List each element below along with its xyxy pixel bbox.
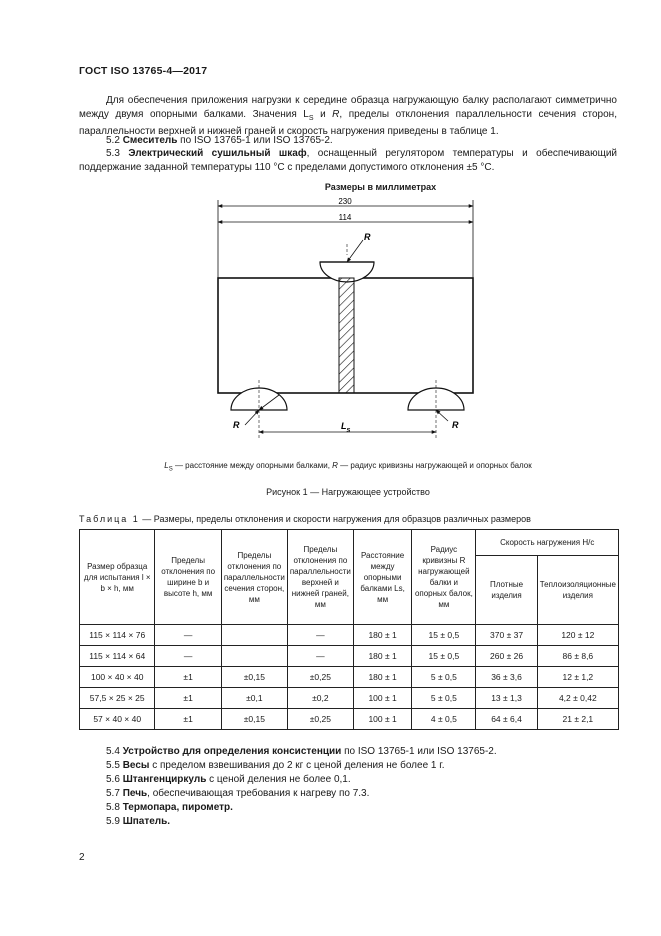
table-row: 57,5 × 25 × 25 ±1 ±0,1 ±0,2 100 ± 1 5 ± 0,5 13 ± 1,3 4,2 ± 0,42 xyxy=(80,688,619,709)
page-number: 2 xyxy=(79,852,85,863)
item-5-5: 5.5 Весы с пределом взвешивания до 2 кг с ценой деления не более 1 г. xyxy=(106,760,445,771)
item-5-9: 5.9 Шпатель. xyxy=(106,816,171,827)
paragraph-loading-setup: Для обеспечения приложения нагрузки к середине образца нагружающую балку располагают симметрично между двумя опорными балками. Значения $L_S$ и R, пределы отклонения параллельности сечения сторон, параллельности верхней и нижней граней и скорость нагружения приведены в таблице 1. xyxy=(79,95,617,137)
item-5-6: 5.6 Штангенциркуль с ценой деления не более 0,1. xyxy=(106,774,351,785)
dim-114-label: 114 xyxy=(338,213,352,222)
table-row: 100 × 40 × 40 ±1 ±0,15 ±0,25 180 ± 1 5 ± 0,5 36 ± 3,6 12 ± 1,2 xyxy=(80,667,619,688)
item-5-7: 5.7 Печь, обеспечивающая требования к нагреву по 7.3. xyxy=(106,788,370,799)
label-r-top: R xyxy=(364,232,371,242)
table-row: 115 × 114 × 76 — — 180 ± 1 15 ± 0,5 370 ± 37 120 ± 12 xyxy=(80,625,619,646)
table-title: Таблица 1 — Размеры, пределы отклонения и скорости нагружения для образцов различных размеров xyxy=(79,514,531,524)
figure-caption: $L_S$ — расстояние между опорными балками, R — радиус кривизны нагружающей и опорных балок xyxy=(164,461,532,473)
hatched-section xyxy=(339,278,354,393)
item-5-4: 5.4 Устройство для определения консистенции по ISO 13765-1 или ISO 13765-2. xyxy=(106,746,497,757)
col-header-ls: Расстояние между опорными балками Ls, мм xyxy=(353,530,411,625)
col-header-dense: Плотные изделия xyxy=(476,556,537,625)
dimensions-table xyxy=(79,529,619,730)
item-5-3: 5.3 Электрический сушильный шкаф, оснащенный регулятором температуры и обеспечивающий поддержание заданной температуры 110 °С с пределами допустимого отклонения ±5 °С. xyxy=(79,148,618,173)
dim-230-label: 230 xyxy=(338,197,352,206)
col-header-radius: Радиус кривизны R нагружающей балки и опорных балок, мм xyxy=(412,530,476,625)
col-header-parallel-sides: Пределы отклонения по параллельности сечения сторон, мм xyxy=(221,530,287,625)
col-header-insulating: Теплоизоляционные изделия xyxy=(537,556,618,625)
col-header-loading-rate: Скорость нагружения Н/с xyxy=(476,530,619,556)
item-5-8: 5.8 Термопара, пирометр. xyxy=(106,802,233,813)
label-r-left: R xyxy=(233,420,240,430)
dimensions-note: Размеры в миллиметрах xyxy=(324,182,437,192)
document-header: ГОСТ ISO 13765-4—2017 xyxy=(79,65,208,77)
table-row: 115 × 114 × 64 — — 180 ± 1 15 ± 0,5 260 ± 26 86 ± 8,6 xyxy=(80,646,619,667)
label-ls: $L_s$ xyxy=(341,421,351,434)
col-header-parallel-faces: Пределы отклонения по параллельности верхней и нижней граней, мм xyxy=(287,530,353,625)
label-r-right: R xyxy=(452,420,459,430)
col-header-width-tol: Пределы отклонения по ширине b и высоте h, мм xyxy=(155,530,221,625)
figure-title: Рисунок 1 — Нагружающее устройство xyxy=(266,487,430,497)
item-5-2: 5.2 Смеситель по ISO 13765-1 или ISO 13765-2. xyxy=(106,135,333,146)
table-row: 57 × 40 × 40 ±1 ±0,15 ±0,25 100 ± 1 4 ± 0,5 64 ± 6,4 21 ± 2,1 xyxy=(80,709,619,730)
col-header-size: Размер образца для испытания l × b × h, мм xyxy=(80,530,155,625)
